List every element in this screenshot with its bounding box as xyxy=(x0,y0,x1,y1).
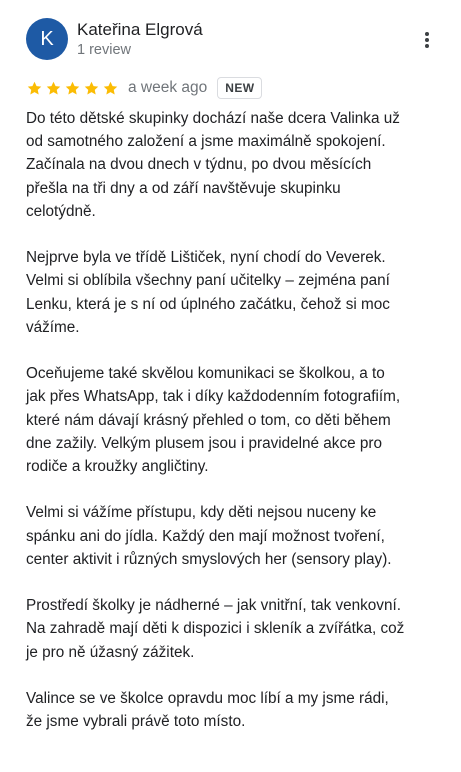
review-text-line: Do této dětské skupinky dochází naše dcera Valinka už xyxy=(26,110,400,127)
review-text-line: center aktivit i různých smyslových her (sensory play). xyxy=(26,550,392,568)
review-text-line: Oceňujeme také skvělou komunikaci se školkou, a to xyxy=(26,365,385,383)
review-text-line: spánku ani do jídla. Každý den mají možnost tvoření, xyxy=(26,527,385,545)
review-paragraph xyxy=(26,246,444,339)
star-rating xyxy=(26,80,121,97)
star-icon xyxy=(45,80,62,97)
review-text-line: Velmi si oblíbila všechny paní učitelky – zejména paní xyxy=(26,272,390,290)
review-text-line: Lenku, která je s ní od úplného začátku, čehož si moc xyxy=(26,295,390,313)
review-text-line: Nejprve byla ve třídě Lištiček, nyní chodí do Veverek. xyxy=(26,249,386,267)
more-options-button[interactable] xyxy=(417,29,437,51)
review-text-line: Velmi si vážíme přístupu, kdy děti nejsou nuceny ke xyxy=(26,504,377,522)
author-name[interactable]: Kateřina Elgrová xyxy=(77,19,203,39)
review-text xyxy=(26,107,444,757)
review-text-line: které nám dávají krásný přehled o tom, co děti během xyxy=(26,411,391,429)
review-paragraph xyxy=(26,501,444,571)
review-text-line: vážíme. xyxy=(26,318,80,336)
review-text-line: rodiče a kroužky angličtiny. xyxy=(26,458,209,476)
review-date: a week ago xyxy=(128,79,208,96)
star-icon xyxy=(64,80,81,97)
author-block xyxy=(77,19,203,60)
more-vert-icon xyxy=(424,31,430,49)
review-text-line: Začínala na dvou dnech v týdnu, po dvou měsících xyxy=(26,156,372,174)
avatar[interactable]: K xyxy=(26,18,68,60)
review-text-line: přešla na tři dny a od září navštěvuje skupinku xyxy=(26,179,341,197)
review-text-line: jak přes WhatsApp, tak i díky každodenním fotografiím, xyxy=(26,388,401,406)
author-review-count: 1 review xyxy=(77,41,131,58)
review-paragraph xyxy=(26,362,444,478)
star-icon xyxy=(83,80,100,97)
star-icon xyxy=(26,80,43,97)
review-header xyxy=(26,17,441,61)
review-text-line: od samotného založení a jsme maximálně spokojení. xyxy=(26,133,386,151)
review-text-line: Na zahradě mají děti k dispozici i skleník a zvířátka, což xyxy=(26,620,405,638)
review-paragraph xyxy=(26,687,444,733)
review-text-line: Prostředí školky je nádherné – jak vnitřní, tak venkovní. xyxy=(26,597,401,615)
review-paragraph xyxy=(26,107,444,223)
review-text-line: dne zažily. Velkým plusem jsou i pravidelné akce pro xyxy=(26,434,382,452)
review-text-line: že jsme vybrali právě toto místo. xyxy=(26,713,246,731)
review-text-line: Valince se ve školce opravdu moc líbí a my jsme rádi, xyxy=(26,690,389,707)
rating-row xyxy=(26,76,262,100)
review-text-line: je pro ně úžasný zážitek. xyxy=(26,643,195,661)
review-text-line: celotýdně. xyxy=(26,202,96,220)
new-badge: NEW xyxy=(217,77,262,99)
review-paragraph xyxy=(26,594,444,664)
star-icon xyxy=(102,80,119,97)
